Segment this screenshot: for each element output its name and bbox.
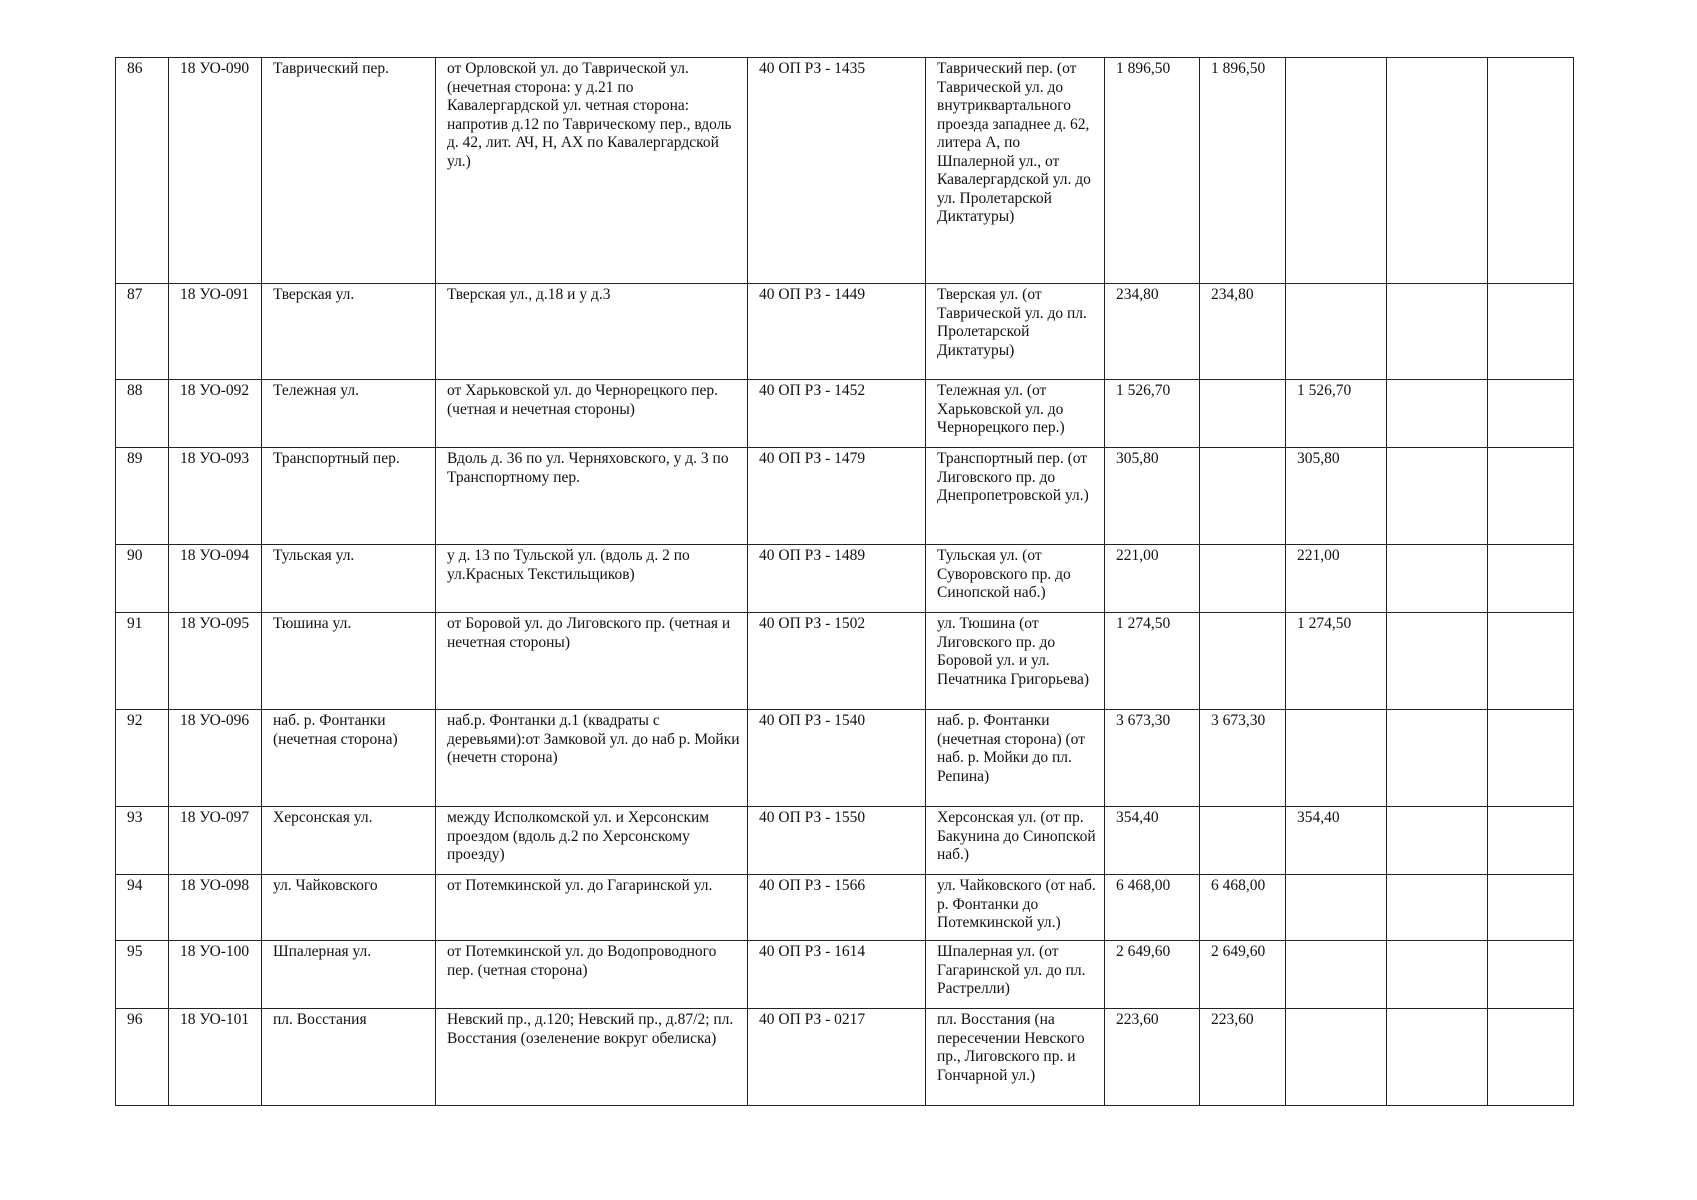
road-id-cell: 40 ОП РЗ - 1479 bbox=[748, 448, 926, 545]
object-code-cell: 18 УО-098 bbox=[169, 875, 262, 941]
area-column-c-cell bbox=[1387, 545, 1488, 613]
road-id-cell: 40 ОП РЗ - 0217 bbox=[748, 1009, 926, 1106]
object-code-cell: 18 УО-100 bbox=[169, 941, 262, 1009]
road-description-cell: Шпалерная ул. (от Гагаринской ул. до пл. Растрелли) bbox=[926, 941, 1105, 1009]
area-column-d-cell bbox=[1488, 875, 1574, 941]
object-name-cell: Транспортный пер. bbox=[262, 448, 436, 545]
area-column-a-cell: 2 649,60 bbox=[1200, 941, 1286, 1009]
table-row bbox=[116, 284, 1574, 380]
object-location-cell: от Орловской ул. до Таврической ул. (нечетная сторона: у д.21 по Кавалергардской ул. четная сторона: напротив д.12 по Таврическому пер., вдоль д. 42, лит. АЧ, Н, АХ по Кавалергардской ул.) bbox=[436, 58, 748, 284]
road-description-cell: Таврический пер. (от Таврической ул. до внутриквартального проезда западнее д. 62, литера А, по Шпалерной ул., от Кавалергардской ул. до ул. Пролетарской Диктатуры) bbox=[926, 58, 1105, 284]
area-total-cell: 3 673,30 bbox=[1105, 710, 1200, 807]
area-column-b-cell: 221,00 bbox=[1286, 545, 1387, 613]
table-row bbox=[116, 710, 1574, 807]
area-total-cell: 223,60 bbox=[1105, 1009, 1200, 1106]
row-number-cell: 89 bbox=[116, 448, 169, 545]
object-code-cell: 18 УО-090 bbox=[169, 58, 262, 284]
area-total-cell: 6 468,00 bbox=[1105, 875, 1200, 941]
area-column-a-cell: 234,80 bbox=[1200, 284, 1286, 380]
object-location-cell: Невский пр., д.120; Невский пр., д.87/2; пл. Восстания (озеленение вокруг обелиска) bbox=[436, 1009, 748, 1106]
table-body bbox=[116, 58, 1574, 1106]
road-description-cell: Херсонская ул. (от пр. Бакунина до Синопской наб.) bbox=[926, 807, 1105, 875]
row-number-cell: 88 bbox=[116, 380, 169, 448]
object-name-cell: Тележная ул. bbox=[262, 380, 436, 448]
row-number-cell: 90 bbox=[116, 545, 169, 613]
table-row bbox=[116, 380, 1574, 448]
road-description-cell: пл. Восстания (на пересечении Невского пр., Лиговского пр. и Гончарной ул.) bbox=[926, 1009, 1105, 1106]
area-column-b-cell bbox=[1286, 875, 1387, 941]
area-column-b-cell: 354,40 bbox=[1286, 807, 1387, 875]
road-id-cell: 40 ОП РЗ - 1449 bbox=[748, 284, 926, 380]
area-column-d-cell bbox=[1488, 807, 1574, 875]
object-code-cell: 18 УО-095 bbox=[169, 613, 262, 710]
area-column-a-cell bbox=[1200, 613, 1286, 710]
area-column-a-cell bbox=[1200, 448, 1286, 545]
object-name-cell: Тюшина ул. bbox=[262, 613, 436, 710]
area-total-cell: 354,40 bbox=[1105, 807, 1200, 875]
object-code-cell: 18 УО-091 bbox=[169, 284, 262, 380]
area-column-c-cell bbox=[1387, 1009, 1488, 1106]
area-column-d-cell bbox=[1488, 448, 1574, 545]
area-column-a-cell bbox=[1200, 380, 1286, 448]
table-row bbox=[116, 613, 1574, 710]
row-number-cell: 91 bbox=[116, 613, 169, 710]
area-column-d-cell bbox=[1488, 1009, 1574, 1106]
row-number-cell: 94 bbox=[116, 875, 169, 941]
area-column-d-cell bbox=[1488, 613, 1574, 710]
object-name-cell: Таврический пер. bbox=[262, 58, 436, 284]
road-description-cell: ул. Чайковского (от наб. р. Фонтанки до Потемкинской ул.) bbox=[926, 875, 1105, 941]
object-code-cell: 18 УО-101 bbox=[169, 1009, 262, 1106]
area-column-c-cell bbox=[1387, 284, 1488, 380]
object-code-cell: 18 УО-096 bbox=[169, 710, 262, 807]
area-column-d-cell bbox=[1488, 545, 1574, 613]
area-column-c-cell bbox=[1387, 380, 1488, 448]
area-column-b-cell bbox=[1286, 58, 1387, 284]
area-column-b-cell: 305,80 bbox=[1286, 448, 1387, 545]
road-id-cell: 40 ОП РЗ - 1502 bbox=[748, 613, 926, 710]
object-location-cell: от Харьковской ул. до Чернорецкого пер. (четная и нечетная стороны) bbox=[436, 380, 748, 448]
area-column-c-cell bbox=[1387, 58, 1488, 284]
area-column-d-cell bbox=[1488, 58, 1574, 284]
area-column-d-cell bbox=[1488, 710, 1574, 807]
object-name-cell: наб. р. Фонтанки (нечетная сторона) bbox=[262, 710, 436, 807]
row-number-cell: 86 bbox=[116, 58, 169, 284]
object-location-cell: у д. 13 по Тульской ул. (вдоль д. 2 по ул.Красных Текстильщиков) bbox=[436, 545, 748, 613]
area-column-c-cell bbox=[1387, 710, 1488, 807]
table-row bbox=[116, 1009, 1574, 1106]
table-row bbox=[116, 545, 1574, 613]
area-total-cell: 1 274,50 bbox=[1105, 613, 1200, 710]
object-location-cell: между Исполкомской ул. и Херсонским проездом (вдоль д.2 по Херсонскому проезду) bbox=[436, 807, 748, 875]
area-column-c-cell bbox=[1387, 941, 1488, 1009]
table-row bbox=[116, 58, 1574, 284]
object-location-cell: Вдоль д. 36 по ул. Черняховского, у д. 3 по Транспортному пер. bbox=[436, 448, 748, 545]
road-description-cell: наб. р. Фонтанки (нечетная сторона) (от наб. р. Мойки до пл. Репина) bbox=[926, 710, 1105, 807]
object-name-cell: Тверская ул. bbox=[262, 284, 436, 380]
object-location-cell: Тверская ул., д.18 и у д.3 bbox=[436, 284, 748, 380]
area-column-c-cell bbox=[1387, 613, 1488, 710]
road-id-cell: 40 ОП РЗ - 1614 bbox=[748, 941, 926, 1009]
area-total-cell: 2 649,60 bbox=[1105, 941, 1200, 1009]
area-column-b-cell: 1 526,70 bbox=[1286, 380, 1387, 448]
area-total-cell: 234,80 bbox=[1105, 284, 1200, 380]
table-row bbox=[116, 448, 1574, 545]
row-number-cell: 93 bbox=[116, 807, 169, 875]
row-number-cell: 87 bbox=[116, 284, 169, 380]
object-name-cell: пл. Восстания bbox=[262, 1009, 436, 1106]
object-code-cell: 18 УО-094 bbox=[169, 545, 262, 613]
road-id-cell: 40 ОП РЗ - 1540 bbox=[748, 710, 926, 807]
road-id-cell: 40 ОП РЗ - 1435 bbox=[748, 58, 926, 284]
area-column-d-cell bbox=[1488, 380, 1574, 448]
object-location-cell: от Потемкинской ул. до Водопроводного пер. (четная сторона) bbox=[436, 941, 748, 1009]
area-column-a-cell bbox=[1200, 807, 1286, 875]
area-column-b-cell bbox=[1286, 710, 1387, 807]
object-name-cell: Херсонская ул. bbox=[262, 807, 436, 875]
object-name-cell: Шпалерная ул. bbox=[262, 941, 436, 1009]
object-name-cell: Тульская ул. bbox=[262, 545, 436, 613]
register-table bbox=[115, 57, 1574, 1106]
road-description-cell: Тверская ул. (от Таврической ул. до пл. Пролетарской Диктатуры) bbox=[926, 284, 1105, 380]
road-description-cell: Тележная ул. (от Харьковской ул. до Чернорецкого пер.) bbox=[926, 380, 1105, 448]
area-column-d-cell bbox=[1488, 941, 1574, 1009]
road-id-cell: 40 ОП РЗ - 1489 bbox=[748, 545, 926, 613]
row-number-cell: 96 bbox=[116, 1009, 169, 1106]
area-column-b-cell bbox=[1286, 941, 1387, 1009]
area-column-b-cell bbox=[1286, 284, 1387, 380]
area-total-cell: 1 896,50 bbox=[1105, 58, 1200, 284]
object-code-cell: 18 УО-093 bbox=[169, 448, 262, 545]
area-column-a-cell: 6 468,00 bbox=[1200, 875, 1286, 941]
road-id-cell: 40 ОП РЗ - 1452 bbox=[748, 380, 926, 448]
object-location-cell: от Боровой ул. до Лиговского пр. (четная и нечетная стороны) bbox=[436, 613, 748, 710]
object-name-cell: ул. Чайковского bbox=[262, 875, 436, 941]
road-description-cell: Тульская ул. (от Суворовского пр. до Синопской наб.) bbox=[926, 545, 1105, 613]
area-column-a-cell: 223,60 bbox=[1200, 1009, 1286, 1106]
row-number-cell: 92 bbox=[116, 710, 169, 807]
road-id-cell: 40 ОП РЗ - 1566 bbox=[748, 875, 926, 941]
area-column-c-cell bbox=[1387, 807, 1488, 875]
area-total-cell: 221,00 bbox=[1105, 545, 1200, 613]
road-description-cell: Транспортный пер. (от Лиговского пр. до Днепропетровской ул.) bbox=[926, 448, 1105, 545]
object-code-cell: 18 УО-097 bbox=[169, 807, 262, 875]
area-column-a-cell: 1 896,50 bbox=[1200, 58, 1286, 284]
area-column-b-cell bbox=[1286, 1009, 1387, 1106]
area-column-c-cell bbox=[1387, 448, 1488, 545]
table-row bbox=[116, 875, 1574, 941]
area-column-a-cell: 3 673,30 bbox=[1200, 710, 1286, 807]
road-description-cell: ул. Тюшина (от Лиговского пр. до Боровой ул. и ул. Печатника Григорьева) bbox=[926, 613, 1105, 710]
area-column-a-cell bbox=[1200, 545, 1286, 613]
area-total-cell: 1 526,70 bbox=[1105, 380, 1200, 448]
object-location-cell: наб.р. Фонтанки д.1 (квадраты с деревьями):от Замковой ул. до наб р. Мойки (нечетн сторона) bbox=[436, 710, 748, 807]
object-code-cell: 18 УО-092 bbox=[169, 380, 262, 448]
area-column-c-cell bbox=[1387, 875, 1488, 941]
area-total-cell: 305,80 bbox=[1105, 448, 1200, 545]
road-id-cell: 40 ОП РЗ - 1550 bbox=[748, 807, 926, 875]
table-row bbox=[116, 941, 1574, 1009]
object-location-cell: от Потемкинской ул. до Гагаринской ул. bbox=[436, 875, 748, 941]
row-number-cell: 95 bbox=[116, 941, 169, 1009]
area-column-b-cell: 1 274,50 bbox=[1286, 613, 1387, 710]
table-row bbox=[116, 807, 1574, 875]
area-column-d-cell bbox=[1488, 284, 1574, 380]
